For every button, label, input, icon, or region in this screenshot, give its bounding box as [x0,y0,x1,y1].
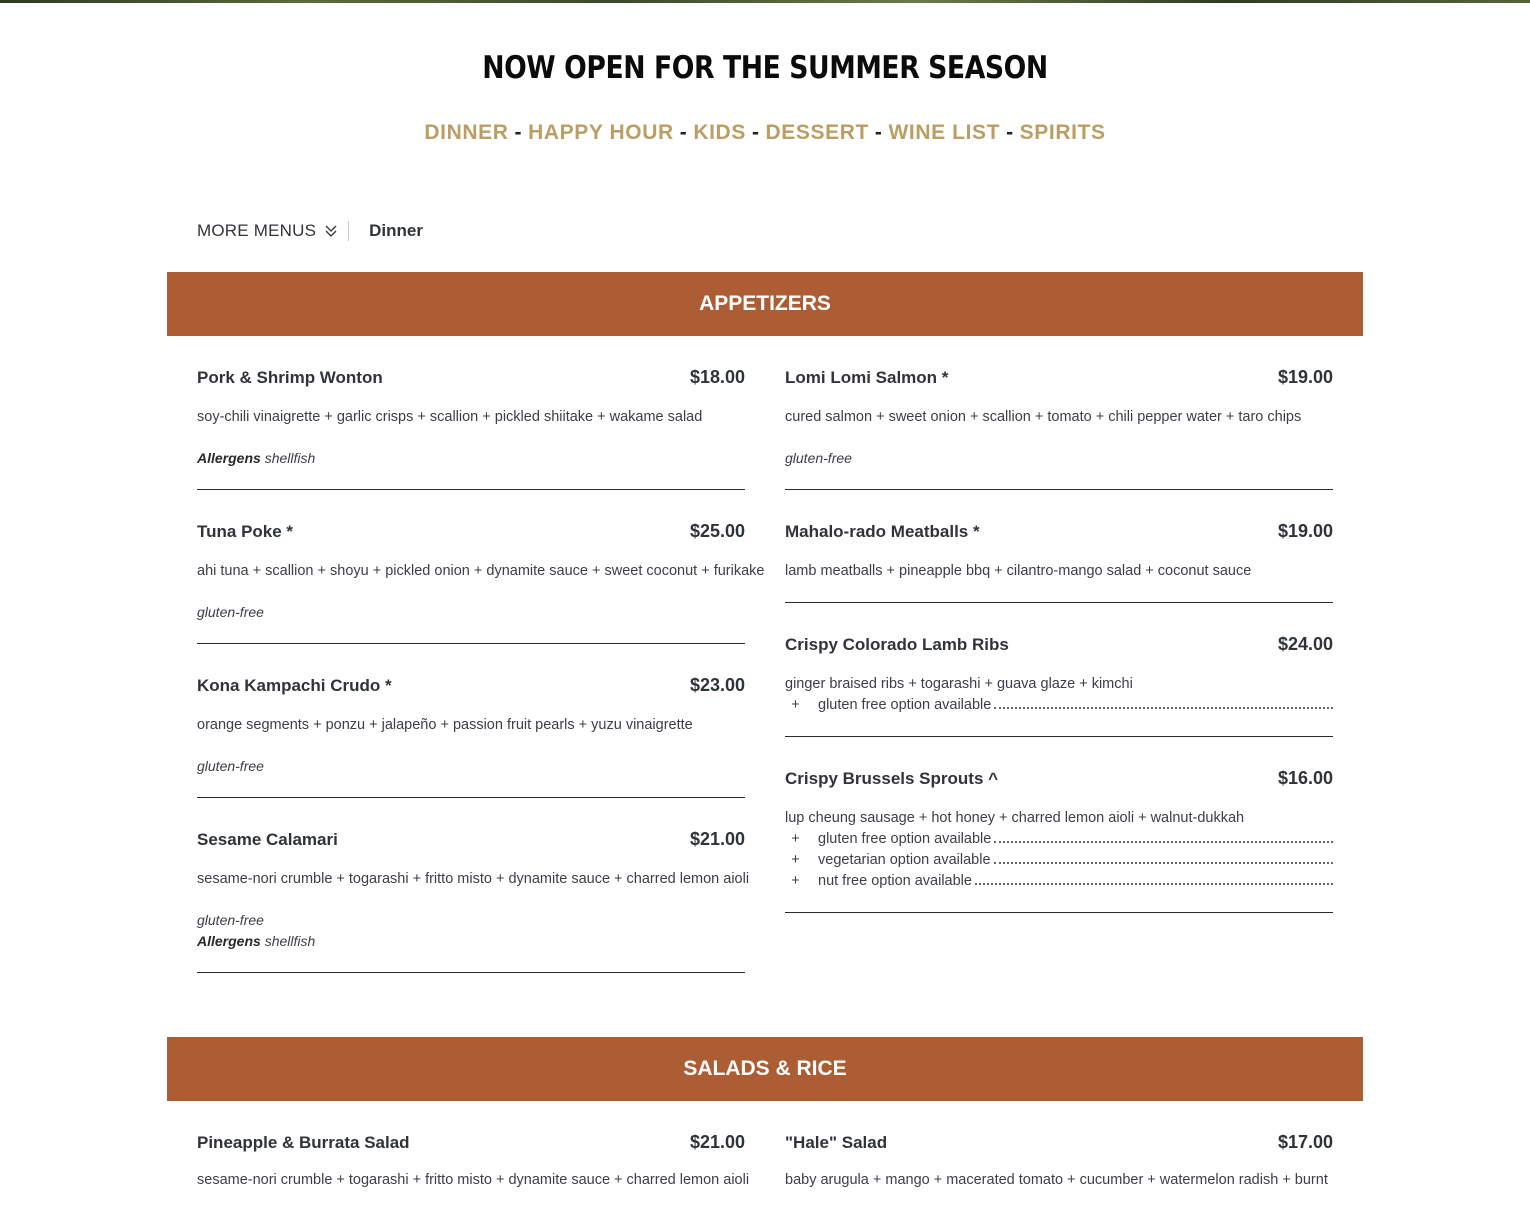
allergens-value: shellfish [264,933,316,949]
item-name: Pineapple & Burrata Salad [197,1133,410,1152]
item-description: soy-chili vinaigrette + garlic crisps + scallion + pickled shiitake + wakame salad [197,409,703,425]
option-row [785,695,1333,716]
menu-item [197,829,750,973]
item-description: sesame-nori crumble + togarashi + fritto misto + dynamite sauce + charred lemon aioli [197,1172,750,1188]
menu-item [785,367,1333,490]
item-price: $25.00 [689,521,745,541]
menu-selector-bar [197,218,423,244]
option-plus: + [791,852,800,868]
item-description: sesame-nori crumble + togarashi + fritto misto + dynamite sauce + charred lemon aioli [197,871,750,887]
item-description: ginger braised ribs + togarashi + guava glaze + kimchi [785,676,1133,692]
item-description: ahi tuna + scallion + shoyu + pickled onion + dynamite sauce + sweet coconut + furikake [197,563,765,579]
item-description: baby arugula + mango + macerated tomato + cucumber + watermelon radish + burnt [785,1172,1328,1188]
section-title: APPETIZERS [699,292,831,315]
item-name: Sesame Calamari [197,830,338,849]
item-name: Pork & Shrimp Wonton [197,368,383,387]
menu-link-separator: - [514,121,523,144]
item-name: Lomi Lomi Salmon * [785,368,949,387]
item-price: $21.00 [689,1132,745,1152]
option-dot-leader [994,706,1333,709]
option-plus: + [791,697,800,713]
hero-image-strip [0,0,1530,3]
option-text: vegetarian option available [818,852,991,868]
current-menu-label: Dinner [369,221,423,240]
menu-link-kids[interactable]: KIDS [693,121,746,144]
menu-link-separator: - [751,121,760,144]
menu-item [197,367,745,490]
menu-item [785,521,1333,603]
menu-link-happy-hour[interactable]: HAPPY HOUR [528,121,674,144]
item-price: $21.00 [689,829,745,849]
menu-link-separator: - [874,121,883,144]
diet-tag: gluten-free [197,912,264,928]
menu-item [785,768,1333,913]
more-menus-label: MORE MENUS [197,221,317,240]
item-description: lup cheung sausage + hot honey + charred lemon aioli + walnut-dukkah [785,810,1245,826]
menu-bar-divider [348,221,349,241]
more-menus-dropdown[interactable] [197,221,338,241]
option-plus: + [791,831,800,847]
item-name: Crispy Brussels Sprouts ^ [785,769,999,788]
item-diet-tag: gluten-free [785,450,852,466]
page-headline: NOW OPEN FOR THE SUMMER SEASON [482,50,1048,86]
double-chevron-down-icon [324,223,338,239]
item-name: Crispy Colorado Lamb Ribs [785,635,1009,654]
item-allergens [197,931,745,952]
option-row [785,850,1333,871]
section-title: SALADS & RICE [683,1057,847,1080]
menu-item [197,521,765,644]
item-price: $23.00 [689,675,745,695]
item-allergens [197,448,745,469]
menu-item [197,1132,750,1212]
menu-item [785,1132,1333,1212]
menu-link-dinner[interactable]: DINNER [424,121,509,144]
item-diet-tag: gluten-free [197,604,264,620]
menu-link-separator: - [1006,121,1014,144]
item-price: $18.00 [689,367,745,387]
section-header-appetizers [167,272,1363,336]
allergens-label: Allergens [197,450,261,466]
item-price: $24.00 [1277,634,1333,654]
item-options [785,695,1333,716]
menu-link-separator: - [679,121,688,144]
option-dot-leader [994,840,1333,843]
option-text: nut free option available [818,873,972,889]
item-price: $16.00 [1277,768,1333,788]
option-text: gluten free option available [818,831,992,847]
section-header-salads-rice [167,1037,1363,1101]
menu-item [785,634,1333,737]
option-plus: + [791,873,800,889]
option-row [785,871,1333,892]
menu-link-spirits[interactable]: SPIRITS [1019,121,1106,144]
menu-links-nav [0,121,1530,145]
item-diet-tag: gluten-free [197,758,264,774]
option-dot-leader [975,882,1333,885]
item-name: Mahalo-rado Meatballs * [785,522,980,541]
item-name: "Hale" Salad [785,1133,888,1152]
item-name: Kona Kampachi Crudo * [197,676,392,695]
option-text: gluten free option available [818,697,992,713]
menu-link-dessert[interactable]: DESSERT [765,121,869,144]
menu-item [197,675,745,798]
item-name: Tuna Poke * [197,522,294,541]
item-options [785,829,1333,892]
item-description: lamb meatballs + pineapple bbq + cilantro-mango salad + coconut sauce [785,563,1252,579]
allergens-label: Allergens [197,933,261,949]
option-dot-leader [994,861,1333,864]
allergens-value: shellfish [264,450,316,466]
menu-link-wine-list[interactable]: WINE LIST [888,121,1001,144]
item-description: cured salmon + sweet onion + scallion + tomato + chili pepper water + taro chips [785,409,1302,425]
item-price: $17.00 [1277,1132,1333,1152]
item-description: orange segments + ponzu + jalapeño + passion fruit pearls + yuzu vinaigrette [197,717,693,733]
item-price: $19.00 [1277,521,1333,541]
option-row [785,829,1333,850]
item-price: $19.00 [1277,367,1333,387]
item-diet-tag [197,910,745,952]
